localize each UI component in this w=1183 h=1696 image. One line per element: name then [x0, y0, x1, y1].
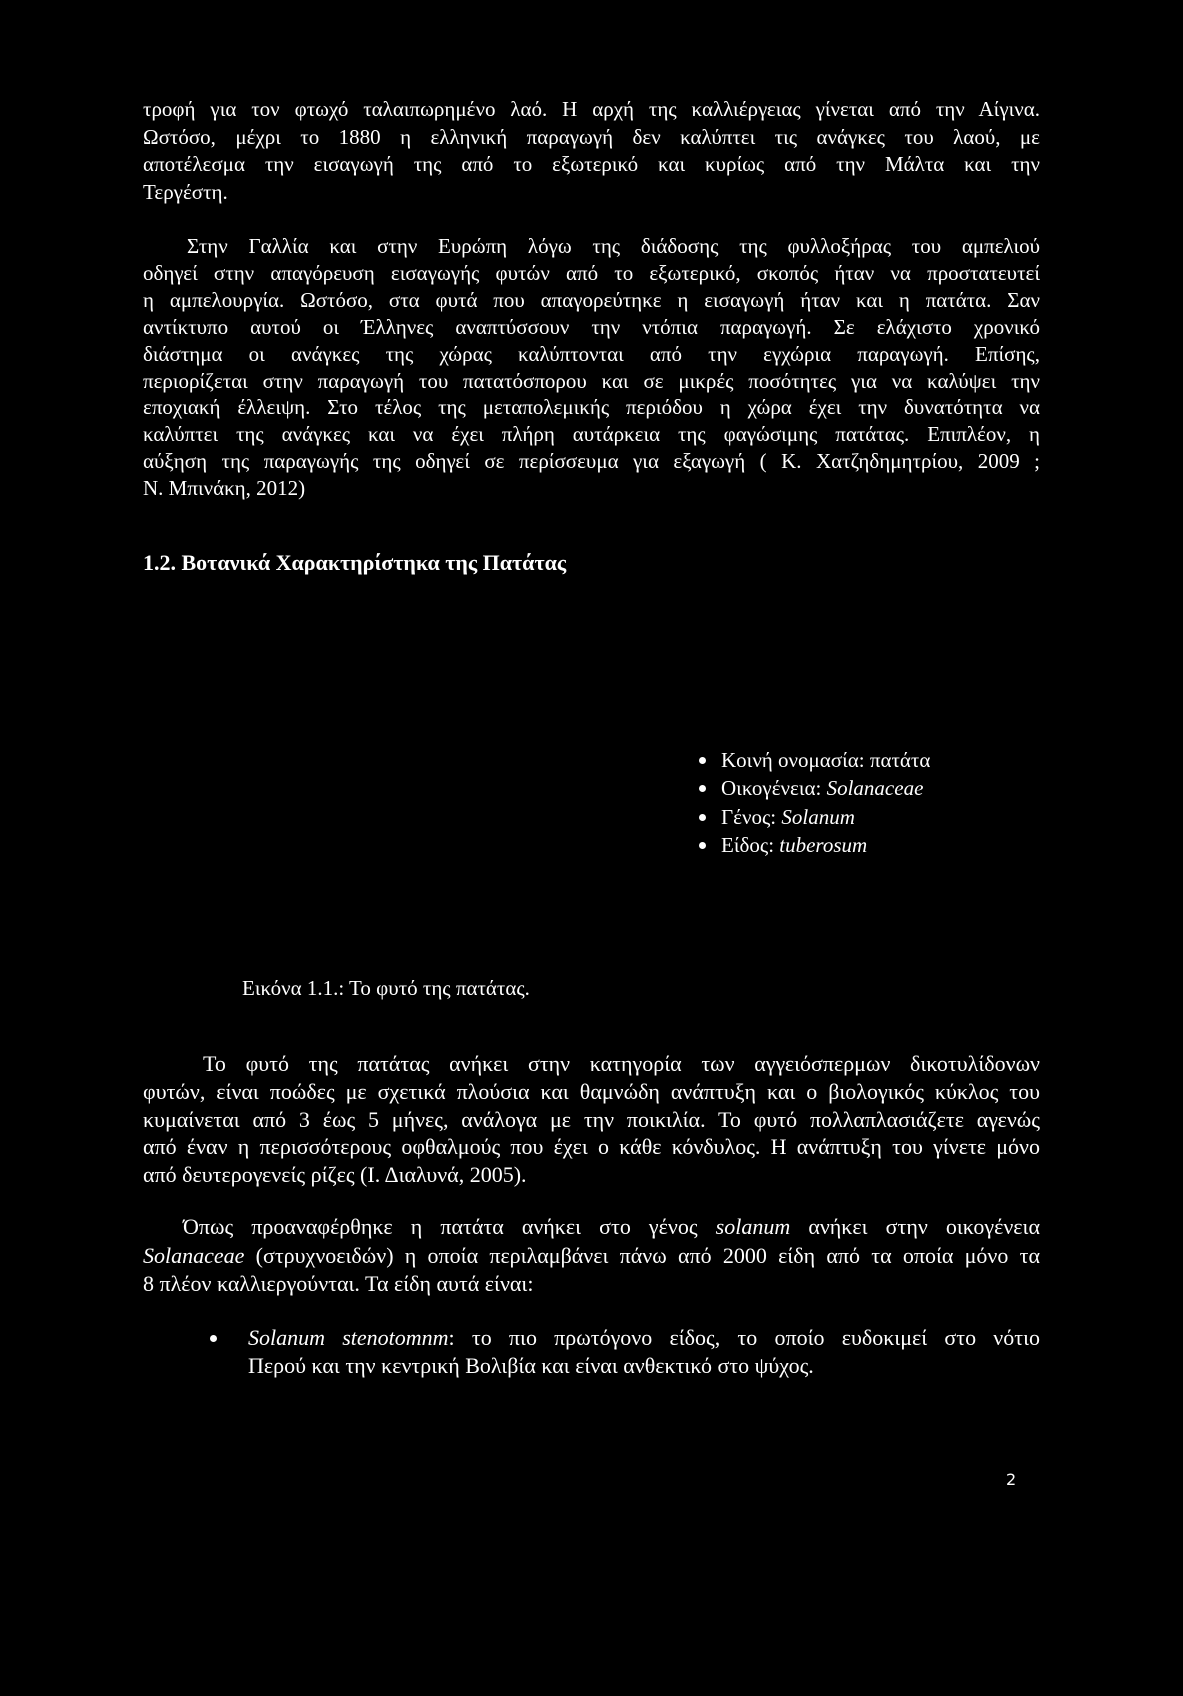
text-line: από έναν η περισσότερους οφθαλμούς που έχει ο κάθε κόνδυλος. Η ανάπτυξη του γίνετε μόνο [143, 1134, 1040, 1160]
text-line: εποχιακή έλλειψη. Στο τέλος της μεταπολεμικής περιόδου η χώρα έχει την δυνατότητα να [143, 395, 1040, 420]
figure-list-item [721, 803, 930, 831]
text-segment: : το πιο πρωτόγονο είδος, το οποίο ευδοκιμεί στο νότιο [448, 1325, 1040, 1350]
paragraph-3 [143, 1050, 1040, 1189]
bullet-icon [699, 757, 706, 764]
page-number: 2 [1006, 1470, 1017, 1489]
text-line [248, 1324, 1040, 1352]
text-line: τροφή για τον φτωχό ταλαιπωρημένο λαό. Η αρχή της καλλιέργειας γίνεται από την Αίγινα. [143, 97, 1040, 121]
text-segment: Όπως προαναφέρθηκε η πατάτα ανήκει στο γένος [183, 1214, 716, 1239]
text-line: αύξηση της παραγωγής της οδηγεί σε περίσσευμα για εξαγωγή ( Κ. Χατζηδημητρίου, 2009 ; [143, 449, 1040, 474]
genus-term: solanum [715, 1214, 791, 1239]
text-line: Το φυτό της πατάτας ανήκει στην κατηγορία των αγγειόσπερμων δικοτυλίδονων [203, 1051, 1040, 1076]
text-line: Ν. Μπινάκη, 2012) [143, 476, 306, 501]
bullet-icon [210, 1335, 217, 1342]
text-line [143, 1213, 1040, 1242]
figure-caption: Εικόνα 1.1.: Το φυτό της πατάτας. [242, 976, 530, 1000]
item-label: Κοινή ονομασία: [721, 748, 870, 772]
item-label: Οικογένεια: [721, 776, 827, 801]
text-line [143, 1242, 1040, 1271]
text-line: διάστημα οι ανάγκες της χώρας καλύπτονται από την εγχώρια παραγωγή. Επίσης, [143, 341, 1040, 366]
item-value: πατάτα [869, 748, 931, 772]
text-line: φυτών, είναι ποώδες με σχετικά πλούσια και θαμνώδη ανάπτυξη και ο βιολογικός κύκλος του [143, 1078, 1040, 1104]
text-line: καλύπτει της ανάγκες και να έχει πλήρη αυτάρκεια της φαγώσιμης πατάτας. Επιπλέον, η [143, 422, 1040, 447]
paragraph-2 [143, 233, 1040, 502]
item-value: Solanaceae [826, 776, 924, 801]
item-label: Γένος: [721, 804, 782, 829]
text-segment: ανήκει στην οικογένεια [790, 1214, 1040, 1239]
text-line: από δευτερογενείς ρίζες (Ι. Διαλυνά, 2005). [143, 1162, 527, 1188]
text-line: περιορίζεται στην παραγωγή του πατατόσπορου και σε μικρές ποσότητες για να καλύψει την [143, 368, 1040, 393]
item-label: Είδος: [721, 832, 780, 857]
family-term: Solanaceae [143, 1242, 245, 1268]
text-line: η αμπελουργία. Ωστόσο, στα φυτά που απαγορεύτηκε η εισαγωγή ήταν και η πατάτα. Σαν [143, 287, 1040, 312]
text-line: Ωστόσο, μέχρι το 1880 η ελληνική παραγωγή δεν καλύπτει τις ανάγκες του λαού, με [143, 124, 1040, 149]
figure-list-item [721, 774, 930, 802]
figure-list [721, 746, 930, 859]
text-line: Τεργέστη. [143, 180, 228, 205]
text-line: 8 πλέον καλλιεργούνται. Τα είδη αυτά είναι: [143, 1271, 534, 1296]
figure-list-item [721, 746, 930, 774]
paragraph-4 [143, 1213, 1040, 1299]
figure-list-item [721, 831, 930, 859]
section-heading: 1.2. Βοτανικά Χαρακτηρίστηκα της Πατάτας [143, 550, 567, 575]
text-line: αντίκτυπο αυτού οι Έλληνες αναπτύσσουν την ντόπια παραγωγή. Σε ελάχιστο χρονικό [143, 314, 1040, 339]
species-name: Solanum stenotomnm [248, 1325, 449, 1350]
species-list-item [248, 1324, 1040, 1380]
text-line: κυμαίνεται από 3 έως 5 μήνες, ανάλογα με την ποικιλία. Το φυτό πολλαπλασιάζετε αγενώς [143, 1106, 1040, 1132]
item-value: Solanum [781, 804, 855, 829]
text-segment: (στρυχνοειδών) η οποία περιλαμβάνει πάνω από 2000 είδη από τα οποία μόνο τα [244, 1242, 1040, 1268]
bullet-icon [699, 842, 706, 849]
bullet-icon [699, 785, 706, 792]
text-line: αποτέλεσμα την εισαγωγή της από το εξωτερικό και κυρίως από την Μάλτα και την [143, 152, 1040, 177]
text-line: Στην Γαλλία και στην Ευρώπη λόγω της διάδοσης της φυλλοξήρας του αμπελιού [187, 234, 1040, 258]
bullet-icon [699, 814, 706, 821]
paragraph-1 [143, 96, 1040, 207]
text-line: Περού και την κεντρική Βολιβία και είναι ανθεκτικό στο ψύχος. [248, 1353, 814, 1378]
text-line: οδηγεί στην απαγόρευση εισαγωγής φυτών από το εξωτερικό, σκοπός ήταν να προστατευτεί [143, 260, 1040, 285]
item-value: tuberosum [779, 832, 868, 857]
